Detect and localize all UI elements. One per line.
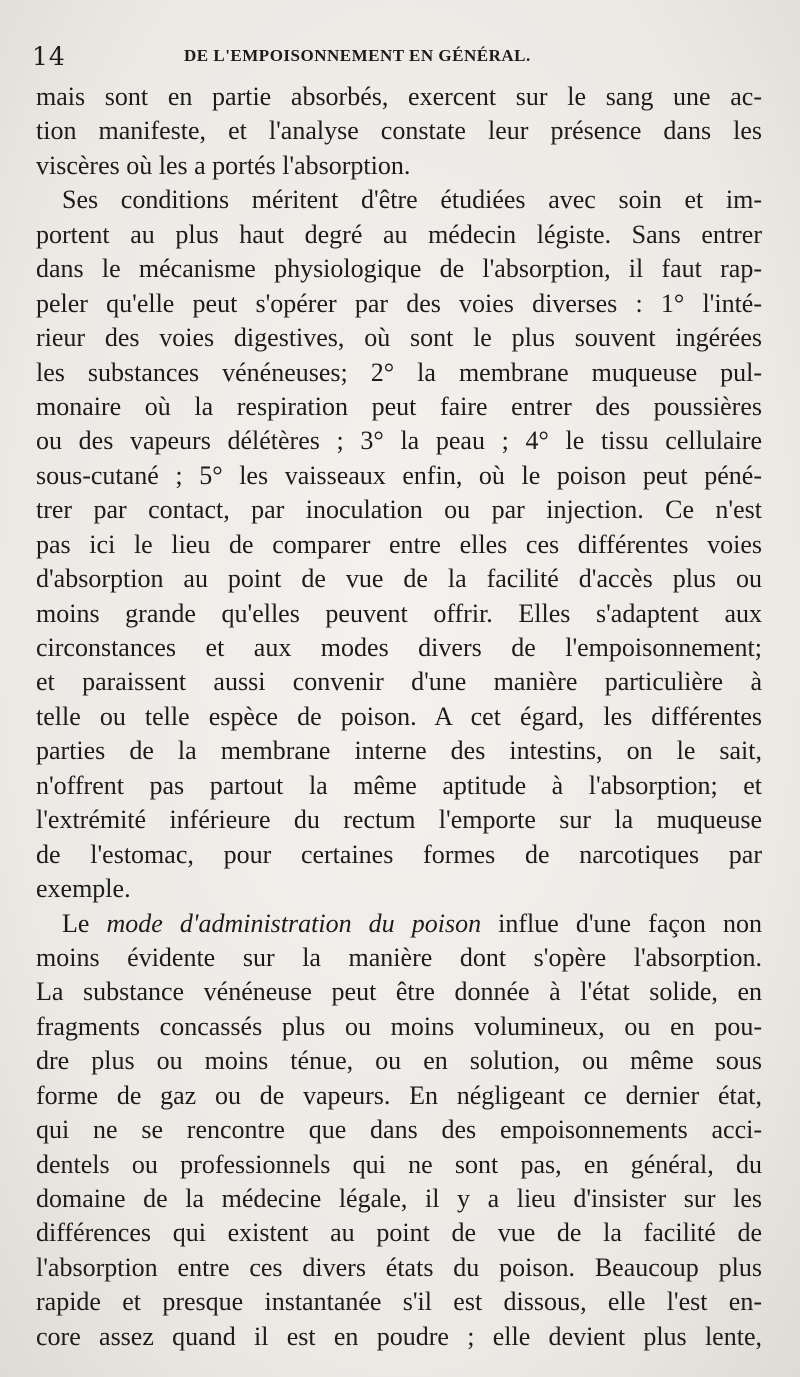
text-line-para-start: [36, 907, 762, 941]
text-line: n'offrent pas partout la même aptitude à l'absorption; et: [36, 770, 762, 800]
page-body: [36, 80, 762, 1354]
text-line: forme de gaz ou de vapeurs. En négligeant ce dernier état,: [36, 1080, 762, 1110]
text-line: telle ou telle espèce de poison. A cet égard, les différentes: [36, 701, 762, 731]
text-line: Ses conditions méritent d'être étudiées avec soin et im-: [62, 185, 762, 215]
text-line: dentels ou professionnels qui ne sont pas, en général, du: [36, 1149, 762, 1179]
italic-phrase: mode d'administration du poison: [106, 908, 482, 938]
text-line: viscères où les a portés l'absorption.: [36, 150, 411, 180]
text-line: parties de la membrane interne des intestins, on le sait,: [36, 736, 762, 766]
text-line: mais sont en partie absorbés, exercent sur le sang une ac-: [36, 82, 762, 111]
running-title: DE L'EMPOISONNEMENT EN GÉNÉRAL.: [184, 46, 531, 65]
text-line: qui ne se rencontre que dans des empoisonnements acci-: [36, 1115, 762, 1145]
text-line: core assez quand il est en poudre ; elle devient plus lente,: [36, 1321, 762, 1351]
para-lead: Le: [62, 908, 107, 938]
text-line: domaine de la médecine légale, il y a lieu d'insister sur les: [36, 1184, 762, 1213]
text-line: La substance vénéneuse peut être donnée à l'état solide, en: [36, 977, 762, 1007]
text-line: portent au plus haut degré au médecin légiste. Sans entrer: [36, 219, 762, 249]
page-header: [32, 42, 772, 76]
text-line: exemple.: [36, 874, 131, 904]
text-line: les substances vénéneuses; 2° la membrane muqueuse pul-: [36, 357, 762, 387]
text-line: et paraissent aussi convenir d'une manière particulière à: [36, 667, 762, 697]
text-line: différences qui existent au point de vue de la facilité de: [36, 1218, 762, 1248]
text-line: ou des vapeurs délétères ; 3° la peau ; 4° le tissu cellulaire: [36, 426, 762, 456]
text-line: dre plus ou moins ténue, ou en solution, ou même sous: [36, 1046, 762, 1076]
text-line: trer par contact, par inoculation ou par injection. Ce n'est: [36, 495, 762, 525]
page-number: 14: [32, 42, 66, 71]
text-line: moins évidente sur la manière dont s'opère l'absorption.: [36, 942, 762, 972]
text-line: peler qu'elle peut s'opérer par des voies diverses : 1° l'inté-: [36, 288, 762, 318]
text-line: sous-cutané ; 5° les vaisseaux enfin, où le poison peut péné-: [36, 460, 762, 490]
text-line: dans le mécanisme physiologique de l'absorption, il faut rap-: [36, 254, 762, 284]
para-rest: influe d'une façon non: [481, 908, 762, 938]
text-line: rieur des voies digestives, où sont le plus souvent ingérées: [36, 323, 762, 353]
text-line: pas ici le lieu de comparer entre elles ces différentes voies: [36, 529, 762, 559]
text-line: de l'estomac, pour certaines formes de narcotiques par: [36, 839, 762, 869]
text-line: rapide et presque instantanée s'il est dissous, elle l'est en-: [36, 1287, 762, 1317]
text-line: monaire où la respiration peut faire entrer des poussières: [36, 391, 762, 421]
text-line: l'absorption entre ces divers états du poison. Beaucoup plus: [36, 1252, 762, 1282]
text-line: circonstances et aux modes divers de l'empoisonnement;: [36, 633, 762, 662]
text-line: fragments concassés plus ou moins volumineux, ou en pou-: [36, 1011, 762, 1041]
text-line: moins grande qu'elles peuvent offrir. Elles s'adaptent aux: [36, 598, 762, 628]
text-line: l'extrémité inférieure du rectum l'emporte sur la muqueuse: [36, 805, 762, 835]
text-line: d'absorption au point de vue de la facilité d'accès plus ou: [36, 564, 762, 594]
text-line: tion manifeste, et l'analyse constate leur présence dans les: [36, 116, 762, 146]
